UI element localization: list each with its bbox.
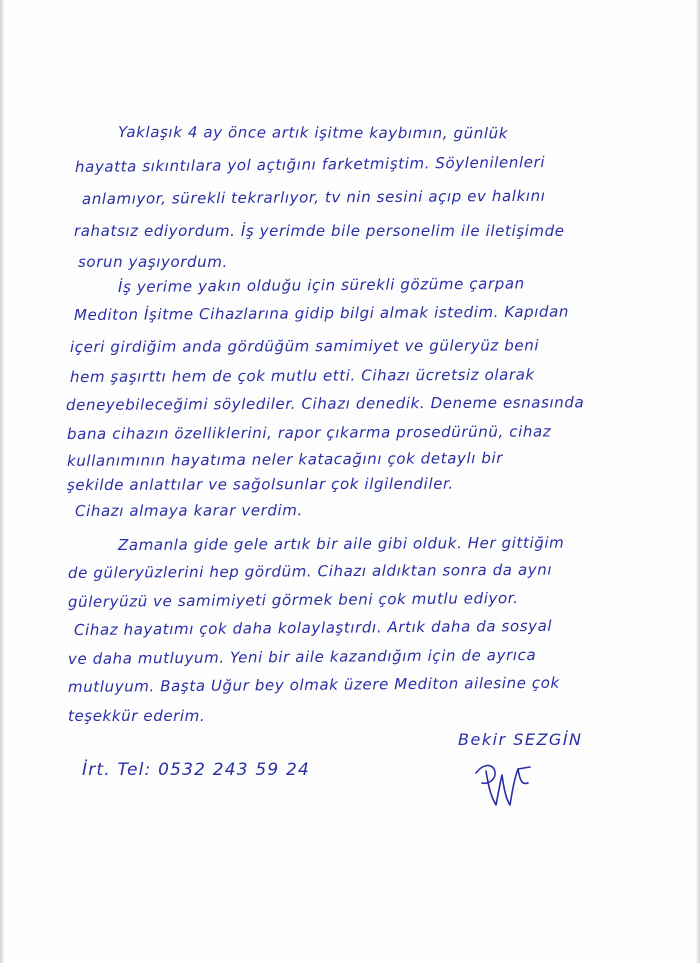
letter-line: Cihaz hayatımı çok daha kolaylaştırdı. Artık daha da sosyal (73, 616, 553, 639)
letter-line: hem şaşırttı hem de çok mutlu etti. Cihazı ücretsiz olarak (69, 365, 535, 386)
letter-line: Yaklaşık 4 ay önce artık işitme kaybımın, günlük (117, 123, 509, 143)
letter-line: ve daha mutluyum. Yeni bir aile kazandığım için de ayrıca (67, 645, 537, 668)
letter-line: şekilde anlattılar ve sağolsunlar çok ilgilendiler. (66, 474, 454, 494)
letter-line: deneyebileceğimi söylediler. Cihazı denedik. Deneme esnasında (65, 393, 585, 414)
letter-line: güleryüzü ve samimiyeti görmek beni çok mutlu ediyor. (67, 589, 519, 611)
letter-line: Mediton İşitme Cihazlarına gidip bilgi almak istedim. Kapıdan (73, 302, 570, 324)
handwritten-signature (468, 755, 558, 810)
letter-line: Cihazı almaya karar verdim. (74, 501, 303, 520)
letter-line: kullanımının hayatıma neler katacağını çok detaylı bir (66, 448, 504, 470)
letter-line: Zamanla gide gele artık bir aile gibi olduk. Her gittiğim (117, 533, 565, 554)
letter-line: sorun yaşıyordum. (78, 253, 228, 271)
letter-line: bana cihazın özelliklerini, rapor çıkarma prosedürünü, cihaz (66, 422, 552, 443)
letter-line: de güleryüzlerini hep gördüm. Cihazı aldıktan sonra da aynı (67, 560, 553, 582)
contact-phone: İrt. Tel: 0532 243 59 24 (82, 760, 311, 780)
letter-line: mutluyum. Başta Uğur bey olmak üzere Mediton ailesine çok (67, 673, 560, 696)
letter-line: teşekkür ederim. (68, 707, 206, 725)
letter-line: İş yerime yakın olduğu için sürekli gözüme çarpan (117, 274, 525, 296)
letter-line: hayatta sıkıntılara yol açtığını farketmiştim. Söylenilenleri (74, 153, 546, 176)
letter-line: rahatsız ediyordum. İş yerimde bile personelim ile iletişimde (74, 222, 565, 240)
letter-line: içeri girdiğim anda gördüğüm samimiyet ve güleryüz beni (69, 336, 540, 356)
letter-line: anlamıyor, sürekli tekrarlıyor, tv nin sesini açıp ev halkını (81, 186, 546, 208)
signer-name: Bekir SEZGİN (458, 730, 583, 749)
